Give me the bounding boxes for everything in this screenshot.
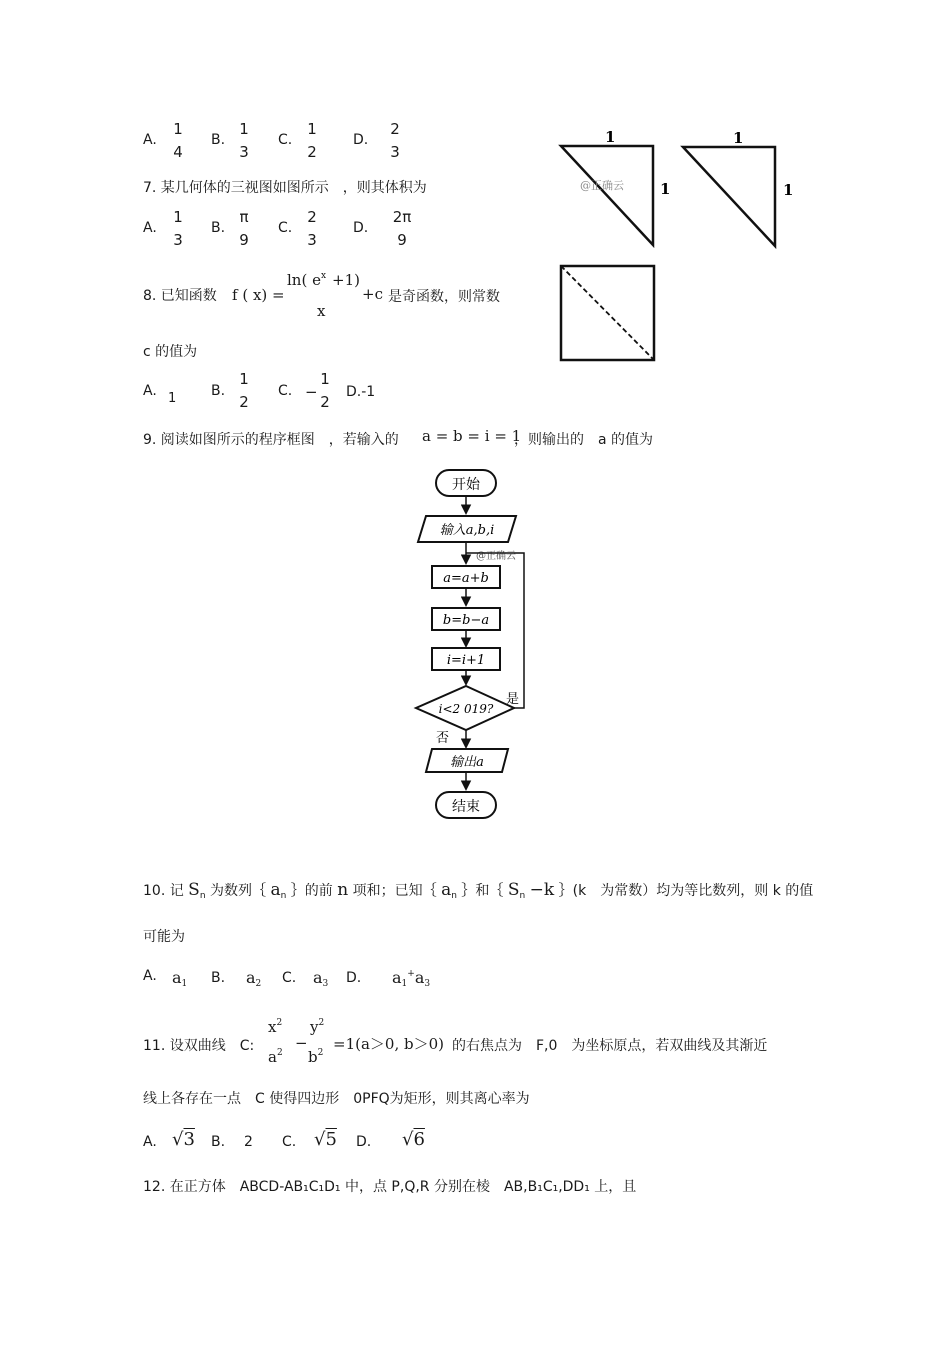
top-view-dashed-diagonal bbox=[561, 266, 654, 360]
q11-stem-suffix: 的右焦点为 F,0 为坐标原点，若双曲线及其渐近 bbox=[452, 1038, 768, 1054]
q8-numerator: ln( $e^x +1$) bbox=[287, 271, 361, 289]
q11-option-c-value: √5 bbox=[314, 1129, 337, 1150]
q10-option-b-label: B. bbox=[211, 970, 226, 986]
flow-watermark: @正确云 bbox=[476, 551, 516, 562]
q11-option-d-value: √6 bbox=[402, 1129, 425, 1150]
q9-stem-prefix: 9. 阅读如图所示的程序框图 ，若输入的 bbox=[143, 432, 399, 448]
q11-fraction-a: $a^2$ bbox=[268, 1048, 283, 1066]
q10-option-b-value: $a_2$ bbox=[246, 968, 262, 989]
q11-fraction-b: $b^2$ bbox=[308, 1048, 324, 1066]
q10-option-d-value: $a_1^+a_3$ bbox=[392, 968, 431, 989]
q8-option-c-minus: − bbox=[305, 383, 318, 401]
flow-condition-label: i<2 019? bbox=[438, 702, 494, 716]
q7-option-c-fraction: 2 3 bbox=[307, 208, 317, 249]
q8-stem-prefix: 8. 已知函数 bbox=[143, 288, 217, 304]
q8-denominator: x bbox=[317, 302, 326, 320]
side-view-triangle bbox=[683, 147, 775, 246]
flow-step-i-label: i=i+1 bbox=[446, 653, 486, 668]
q9-equation: a = b = i = 1 bbox=[422, 427, 522, 445]
q10-stem: 10. 记 $S_n$ 为数列｛ $a_n$ ｝的前 n 项和；已知｛ $a_n$ ｝和｛ $S_n -k$ ｝(k 为常数）均为等比数列，则 k 的值 bbox=[143, 880, 814, 901]
q7-option-a-fraction: 1 3 bbox=[173, 208, 183, 249]
q11-option-b-label: B. bbox=[211, 1134, 226, 1150]
flow-yes-label: 是 bbox=[506, 692, 520, 707]
flow-no-label: 否 bbox=[436, 731, 450, 746]
q10-option-c-value: $a_3$ bbox=[313, 968, 329, 989]
q12-stem: 12. 在正方体 ABCD-AB₁C₁D₁ 中，点 P,Q,R 分别在棱 AB,B₁C₁,DD₁ 上，且 bbox=[143, 1179, 637, 1195]
flow-output-label: 输出a bbox=[450, 755, 484, 770]
q6-option-b-fraction: 1 3 bbox=[239, 120, 249, 161]
flow-step-b-label: b=b−a bbox=[442, 613, 490, 628]
q10-stem-line2: 可能为 bbox=[143, 929, 185, 945]
q10-option-c-label: C. bbox=[282, 970, 297, 986]
q6-option-b-label: B. bbox=[211, 132, 226, 148]
q8-option-c-label: C. bbox=[278, 383, 293, 399]
q6-option-c-label: C. bbox=[278, 132, 293, 148]
q10-option-a-value: $a_1$ bbox=[172, 968, 188, 989]
q11-stem-prefix: 11. 设双曲线 C: bbox=[143, 1038, 255, 1054]
q8-option-a-value: 1 bbox=[168, 391, 177, 406]
front-view-side-label: 1 bbox=[660, 180, 671, 198]
q8-stem-line2: c 的值为 bbox=[143, 344, 198, 360]
q8-function-name: f ( x) = bbox=[232, 286, 285, 304]
q11-condition: =1(a＞0, b＞0) bbox=[333, 1035, 444, 1053]
flow-end-label: 结束 bbox=[452, 799, 480, 815]
flowchart bbox=[408, 462, 548, 827]
q8-option-b-fraction: 1 2 bbox=[239, 370, 249, 411]
q11-stem-line2: 线上各存在一点 C 使得四边形 0PFQ为矩形，则其离心率为 bbox=[143, 1091, 530, 1107]
q11-minus: − bbox=[295, 1034, 308, 1052]
q11-option-a-label: A. bbox=[143, 1134, 157, 1150]
front-view-top-label: 1 bbox=[605, 128, 616, 146]
q10-option-d-label: D. bbox=[346, 970, 362, 986]
q8-plus-c: +c bbox=[362, 285, 383, 303]
q11-fraction-y: $y^2$ bbox=[310, 1018, 325, 1036]
q8-option-a-label: A. bbox=[143, 383, 157, 399]
q7-option-a-label: A. bbox=[143, 220, 157, 236]
side-view-top-label: 1 bbox=[733, 129, 744, 147]
q7-option-b-label: B. bbox=[211, 220, 226, 236]
q6-option-d-fraction: 2 3 bbox=[390, 120, 400, 161]
q6-option-c-fraction: 1 2 bbox=[307, 120, 317, 161]
three-view-figure bbox=[530, 115, 800, 375]
q11-option-c-label: C. bbox=[282, 1134, 297, 1150]
flow-start-label: 开始 bbox=[452, 477, 480, 493]
side-view-side-label: 1 bbox=[783, 181, 794, 199]
q9-stem-suffix: ，则输出的 a 的值为 bbox=[514, 432, 654, 448]
q7-option-b-fraction: π 9 bbox=[239, 208, 249, 249]
q8-option-d: D.-1 bbox=[346, 384, 376, 400]
q8-stem-suffix: 是奇函数，则常数 bbox=[388, 289, 500, 305]
flow-step-a-label: a=a+b bbox=[443, 571, 489, 586]
flow-input-label: 输入a,b,i bbox=[439, 523, 495, 538]
three-view-watermark: @正确云 bbox=[580, 179, 624, 192]
q11-fraction-x: $x^2$ bbox=[268, 1018, 283, 1036]
q11-option-d-label: D. bbox=[356, 1134, 372, 1150]
front-view-triangle bbox=[561, 146, 653, 245]
q6-option-a-label: A. bbox=[143, 132, 157, 148]
q7-option-d-label: D. bbox=[353, 220, 369, 236]
q11-option-b-value: 2 bbox=[244, 1134, 253, 1150]
q7-stem: 7. 某几何体的三视图如图所示 ，则其体积为 bbox=[143, 180, 427, 196]
q8-option-c-fraction: 1 2 bbox=[320, 370, 330, 411]
q6-option-a-fraction: 1 4 bbox=[173, 120, 183, 161]
q10-option-a-label: A. bbox=[143, 968, 157, 984]
q8-option-b-label: B. bbox=[211, 383, 226, 399]
q6-option-d-label: D. bbox=[353, 132, 369, 148]
q7-option-d-fraction: 2π 9 bbox=[392, 208, 412, 249]
q11-option-a-value: √3 bbox=[172, 1129, 195, 1150]
q7-option-c-label: C. bbox=[278, 220, 293, 236]
